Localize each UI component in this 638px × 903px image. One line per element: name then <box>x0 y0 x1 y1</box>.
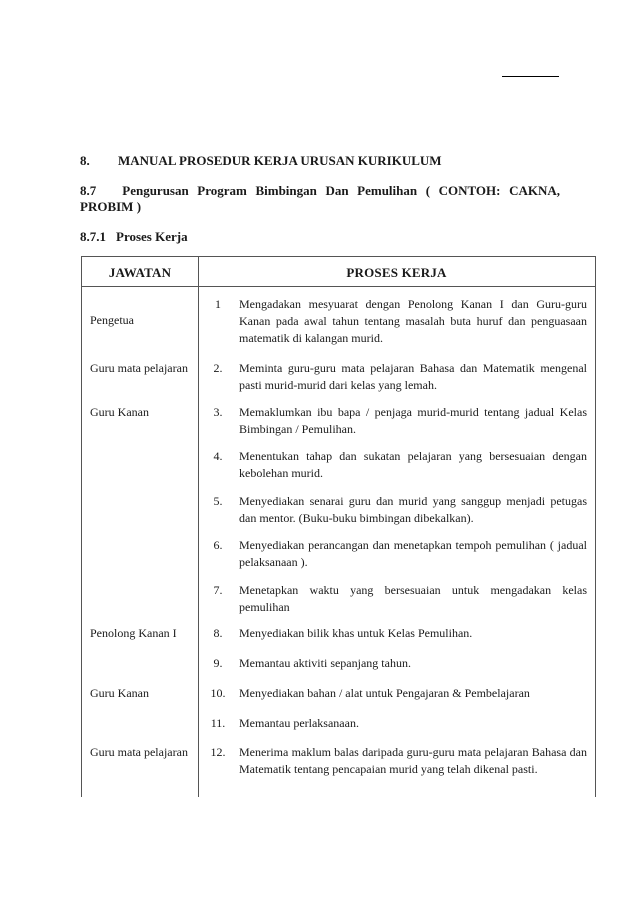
subsection-number: 8.7 <box>80 183 97 198</box>
subsection-title-line2: PROBIM ) <box>80 199 142 214</box>
step-number: 8. <box>213 626 223 640</box>
step-number: 12. <box>210 745 226 759</box>
step-text: Menentukan tahap dan sukatan pelajaran yang bersesuaian dengan kebolehan murid. <box>239 449 587 480</box>
step-number: 7. <box>213 583 223 597</box>
step-number: 6. <box>213 538 223 552</box>
subsubsection-number: 8.7.1 <box>80 229 106 244</box>
step-number: 3. <box>213 405 223 419</box>
role-cell: Pengetua <box>90 313 134 327</box>
role-cell: Guru mata pelajaran <box>90 361 188 375</box>
step-number: 2. <box>213 361 223 375</box>
step-text: Menyediakan bahan / alat untuk Pengajaran & Pembelajaran <box>239 686 530 700</box>
top-right-rule <box>502 76 559 77</box>
role-cell: Penolong Kanan I <box>90 626 177 640</box>
step-number: 11. <box>210 716 226 730</box>
header-jawatan: JAWATAN <box>108 265 172 280</box>
subsubsection-title: Proses Kerja <box>116 229 188 244</box>
subsubsection-heading <box>80 229 560 245</box>
section-heading <box>80 153 560 169</box>
header-divider <box>82 286 595 287</box>
step-text: Memantau perlaksanaan. <box>239 716 359 730</box>
subsection-line1 <box>80 183 560 199</box>
step-text: Meminta guru-guru mata pelajaran Bahasa dan Matematik mengenal pasti murid-murid dari kelas yang lemah. <box>239 361 587 392</box>
step-text: Menetapkan waktu yang bersesuaian untuk mengadakan kelas pemulihan <box>239 583 587 614</box>
step-number: 4. <box>213 449 223 463</box>
step-text: Mengadakan mesyuarat dengan Penolong Kanan I dan Guru-guru Kanan pada awal tahun tentang masalah buta huruf dan penguasaan matematik di kalangan murid. <box>239 297 587 345</box>
step-text: Menyediakan perancangan dan menetapkan tempoh pemulihan ( jadual pelaksanaan ). <box>239 538 587 569</box>
section-title: MANUAL PROSEDUR KERJA URUSAN KURIKULUM <box>118 153 442 168</box>
role-cell: Guru Kanan <box>90 686 149 700</box>
step-text: Menyediakan senarai guru dan murid yang sanggup menjadi petugas dan mentor. (Buku-buku bimbingan dibekalkan). <box>239 494 587 525</box>
step-number: 5. <box>213 494 223 508</box>
section-number: 8. <box>80 153 90 168</box>
step-text: Memantau aktiviti sepanjang tahun. <box>239 656 411 670</box>
role-cell: Guru Kanan <box>90 405 149 419</box>
header-proses-kerja: PROSES KERJA <box>346 265 447 280</box>
subsection-title-line1: Pengurusan Program Bimbingan Dan Pemulihan ( CONTOH: CAKNA, <box>122 183 560 198</box>
step-text: Memaklumkan ibu bapa / penjaga murid-murid tentang jadual Kelas Bimbingan / Pemulihan. <box>239 405 587 436</box>
step-text: Menerima maklum balas daripada guru-guru mata pelajaran Bahasa dan Matematik tentang pencapaian murid yang telah dikenal pasti. <box>239 745 587 776</box>
step-number: 10. <box>210 686 226 700</box>
process-table <box>81 256 596 797</box>
step-text: Menyediakan bilik khas untuk Kelas Pemulihan. <box>239 626 473 640</box>
step-number: 1 <box>215 297 221 311</box>
role-cell: Guru mata pelajaran <box>90 745 188 759</box>
step-number: 9. <box>213 656 223 670</box>
subsection-heading <box>80 183 560 215</box>
